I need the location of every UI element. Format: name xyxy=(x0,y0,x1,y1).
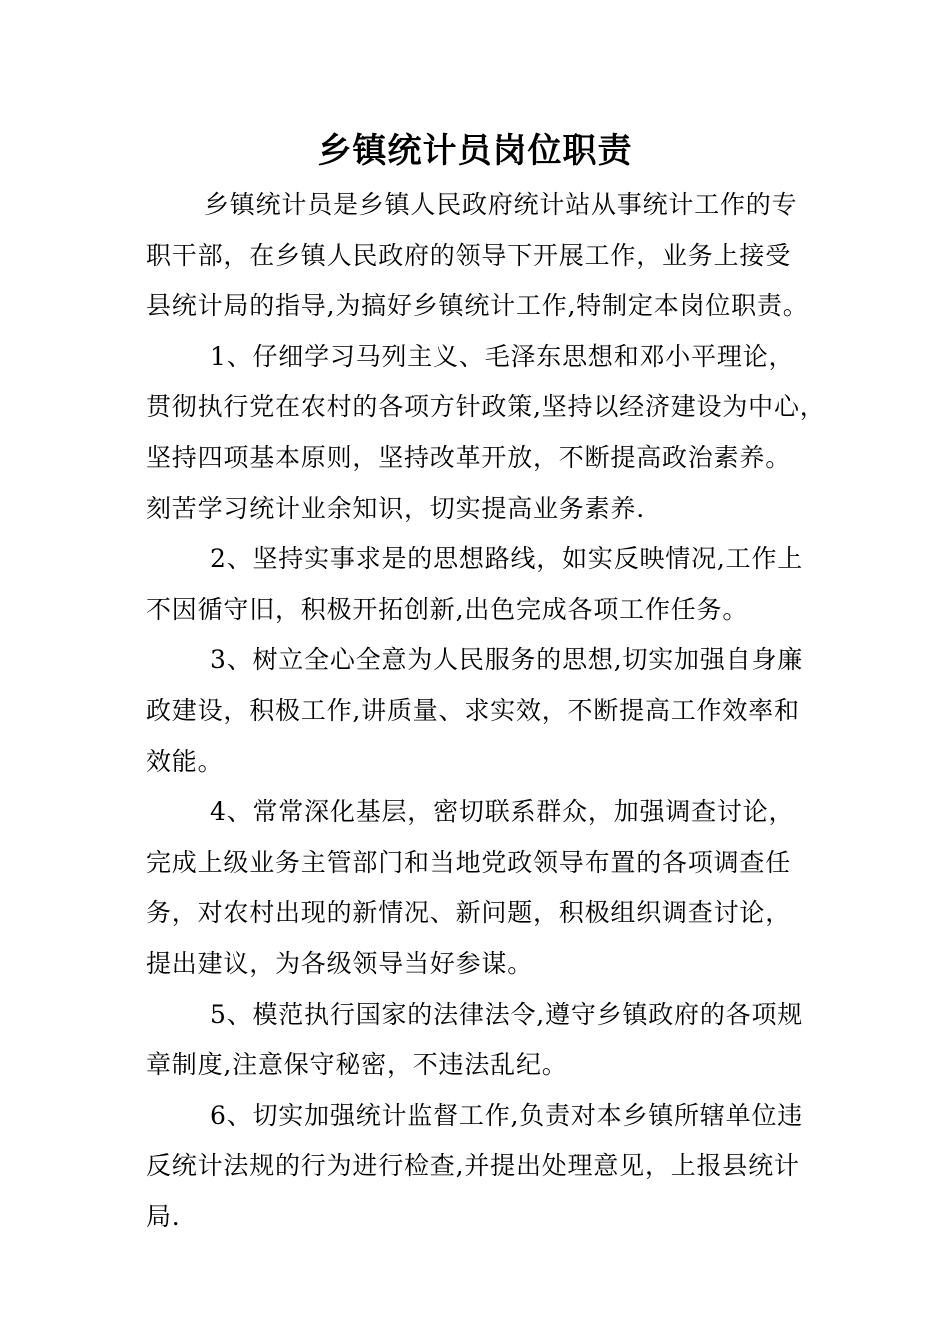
text-line: 坚持四项基本原则，坚持改革开放，不断提高政治素养。 xyxy=(146,442,792,472)
document-title: 乡镇统计员岗位职责 xyxy=(317,131,633,171)
paragraph-item-4 xyxy=(146,787,816,989)
text-line: 完成上级业务主管部门和当地党政领导布置的各项调查任 xyxy=(146,847,792,877)
text-line: 县统计局的指导,为搞好乡镇统计工作,特制定本岗位职责。 xyxy=(146,291,809,321)
paragraph-item-5 xyxy=(146,990,816,1091)
text-line: 4、常常深化基层，密切联系群众，加强调查讨论， xyxy=(210,797,795,827)
text-line: 反统计法规的行为进行检查,并提出处理意见，上报县统计 xyxy=(146,1151,800,1181)
text-line: 职干部，在乡镇人民政府的领导下开展工作，业务上接受 xyxy=(146,240,792,270)
text-line: 5、模范执行国家的法律法令,遵守乡镇政府的各项规 xyxy=(210,999,804,1029)
text-line: 不因循守旧，积极开拓创新,出色完成各项工作任务。 xyxy=(146,594,749,624)
text-line: 务，对农村出现的新情况、新问题，积极组织调查讨论， xyxy=(146,898,792,928)
text-line: 政建设，积极工作,讲质量、求实效，不断提高工作效率和 xyxy=(146,695,800,725)
paragraph-item-1 xyxy=(146,332,826,534)
text-line: 刻苦学习统计业余知识，切实提高业务素养. xyxy=(146,493,645,523)
text-line: 1、仔细学习马列主义、毛泽东思想和邓小平理论， xyxy=(210,341,795,371)
paragraph-item-2 xyxy=(146,534,816,635)
text-line: 章制度,注意保守秘密，不违法乱纪。 xyxy=(146,1050,568,1080)
paragraph-item-3 xyxy=(146,635,816,787)
document-body xyxy=(146,180,826,1242)
text-line: 提出建议，为各级领导当好参谋。 xyxy=(146,948,534,978)
text-line: 局. xyxy=(146,1201,181,1231)
text-line: 6、切实加强统计监督工作,负责对本乡镇所辖单位违 xyxy=(210,1100,804,1130)
text-line: 贯彻执行党在农村的各项方针政策,坚持以经济建设为中心， xyxy=(146,392,826,422)
text-line: 2、坚持实事求是的思想路线，如实反映情况,工作上 xyxy=(210,544,804,574)
paragraph-item-6 xyxy=(146,1091,816,1243)
text-line: 3、树立全心全意为人民服务的思想,切实加强自身廉 xyxy=(210,645,804,675)
paragraph-intro xyxy=(146,180,816,332)
text-line: 效能。 xyxy=(146,746,224,776)
text-line: 乡镇统计员是乡镇人民政府统计站从事统计工作的专 xyxy=(204,190,798,219)
